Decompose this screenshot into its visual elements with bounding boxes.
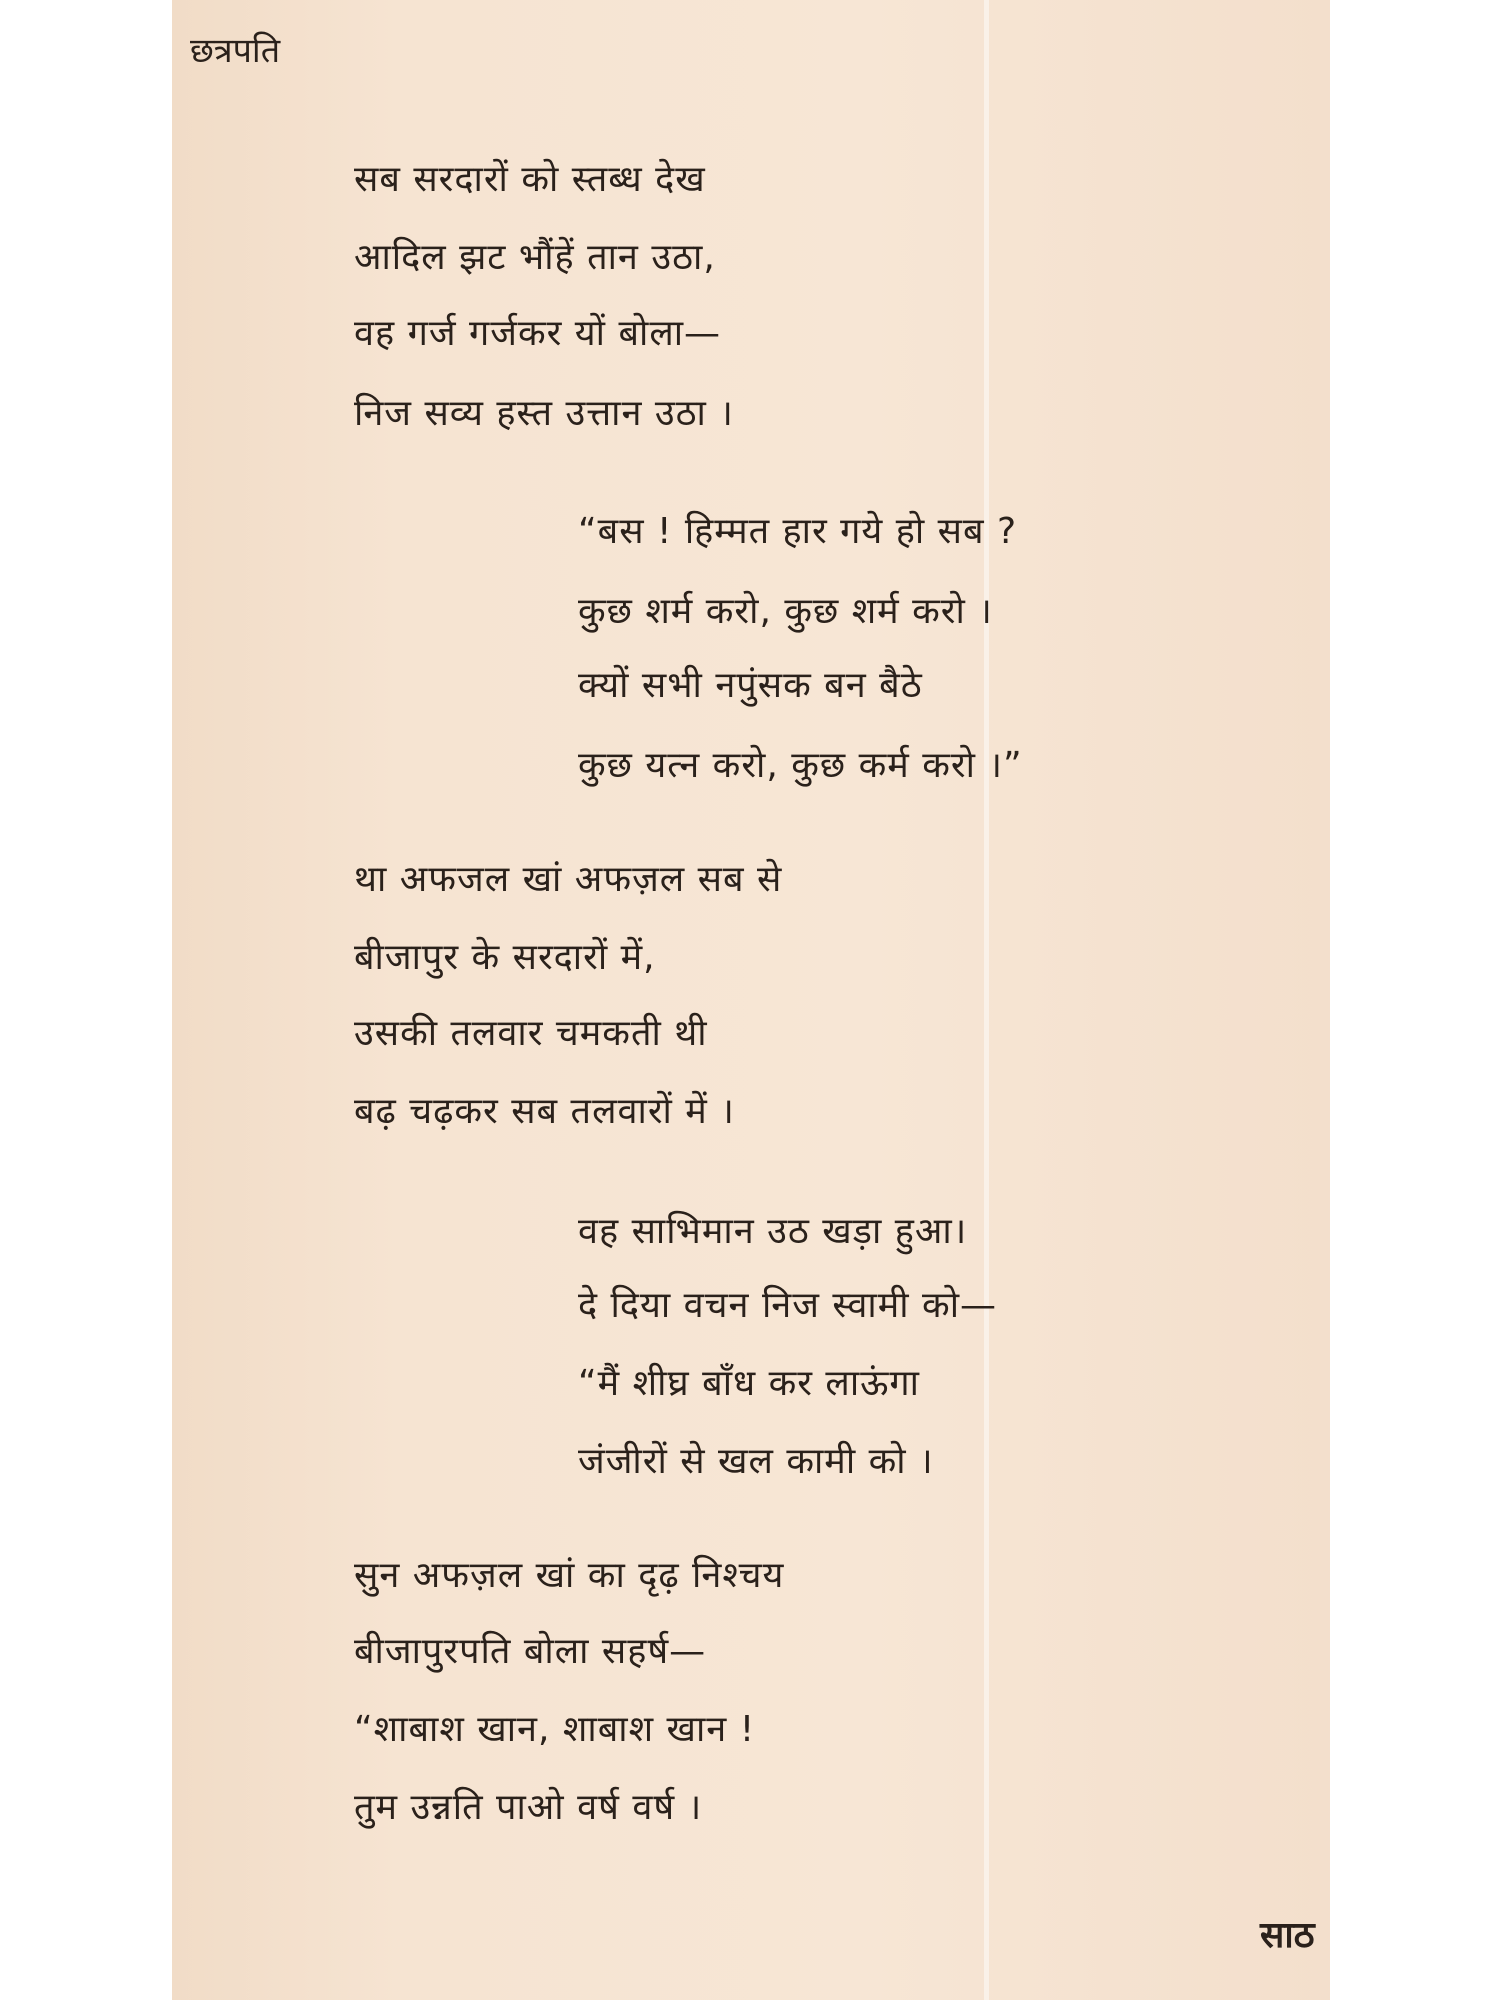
poem-line: क्यों सभी नपुंसक बन बैठे xyxy=(578,665,923,706)
poem-line: सब सरदारों को स्तब्ध देख xyxy=(354,159,706,200)
poem-line: “मैं शीघ्र बाँध कर लाऊंगा xyxy=(578,1363,921,1404)
running-head: छत्रपति xyxy=(190,31,281,71)
poem-line: कुछ शर्म करो, कुछ शर्म करो । xyxy=(578,591,993,632)
poem-line: उसकी तलवार चमकती थी xyxy=(354,1013,708,1054)
poem-line: आदिल झट भौंहें तान उठा, xyxy=(354,237,716,278)
poem-line: दे दिया वचन निज स्वामी को— xyxy=(578,1285,998,1326)
poem-line: “शाबाश खान, शाबाश खान ! xyxy=(354,1709,756,1750)
poem-line: सुन अफज़ल खां का दृढ़ निश्चय xyxy=(354,1555,785,1596)
poem-line: “बस ! हिम्मत हार गये हो सब ? xyxy=(578,511,1018,552)
poem-line: वह गर्ज गर्जकर यों बोला— xyxy=(354,313,722,354)
poem-line: निज सव्य हस्त उत्तान उठा । xyxy=(354,393,734,434)
page-number: साठ xyxy=(1260,1915,1315,1956)
page-fold-line xyxy=(984,0,989,2000)
poem-line: बीजापुरपति बोला सहर्ष— xyxy=(354,1631,707,1672)
book-page xyxy=(172,0,1330,2000)
poem-line: वह साभिमान उठ खड़ा हुआ। xyxy=(578,1211,968,1252)
poem-line: बढ़ चढ़कर सब तलवारों में । xyxy=(354,1091,735,1132)
poem-line: बीजापुर के सरदारों में, xyxy=(354,937,656,978)
poem-line: जंजीरों से खल कामी को । xyxy=(578,1441,934,1482)
poem-line: तुम उन्नति पाओ वर्ष वर्ष । xyxy=(354,1787,703,1828)
poem-line: कुछ यत्न करो, कुछ कर्म करो ।” xyxy=(578,745,1023,786)
poem-line: था अफजल खां अफज़ल सब से xyxy=(354,859,783,900)
